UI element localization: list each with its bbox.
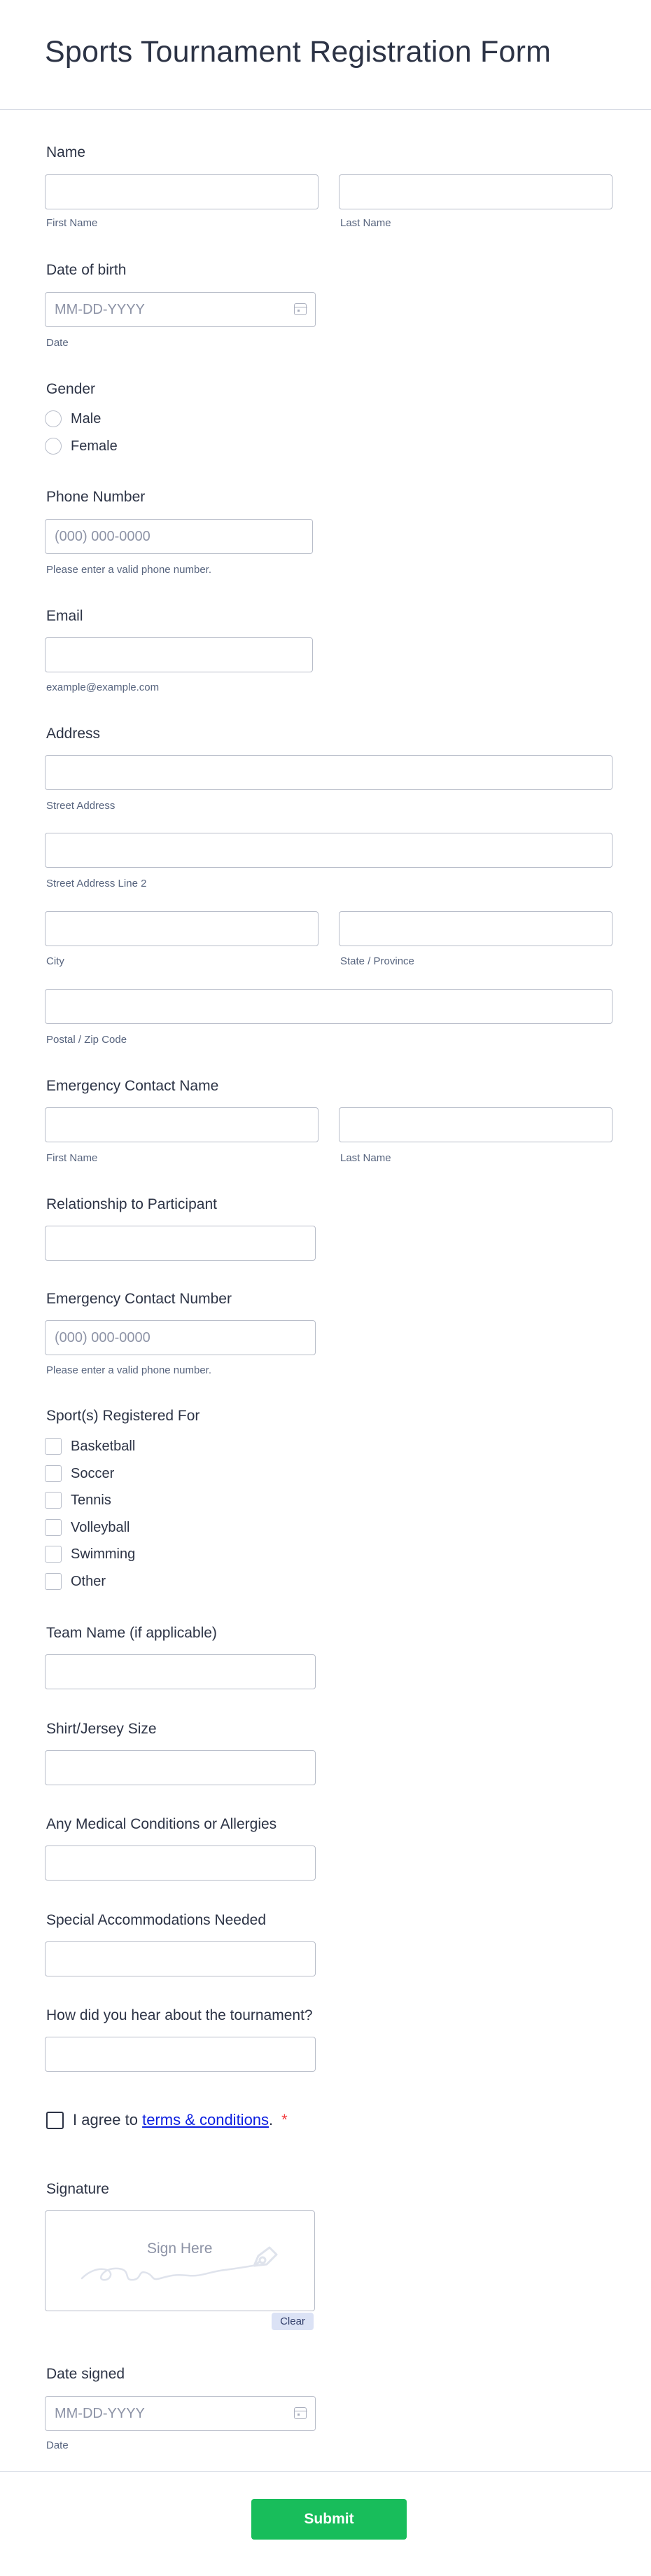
clear-signature-button[interactable]: Clear [272,2313,314,2330]
gender-option-female[interactable] [45,436,118,456]
terms-text [73,2111,273,2129]
phone-placeholder: (000) 000-0000 [55,529,150,544]
team-input[interactable] [45,1654,316,1689]
email-input[interactable] [45,637,313,672]
date-signed-input[interactable] [45,2396,316,2431]
gender-option-label: Male [71,410,102,427]
emergency-phone-label: Emergency Contact Number [46,1291,232,1307]
form-header [0,0,651,110]
street-address-line2-sublabel: Street Address Line 2 [46,878,147,889]
sport-option-label: Other [71,1573,106,1589]
accommodations-label: Special Accommodations Needed [46,1912,267,1928]
sports-label: Sport(s) Registered For [46,1408,200,1424]
sport-option-label: Swimming [71,1546,136,1562]
city-sublabel: City [46,955,64,967]
street-address-input[interactable] [45,755,612,790]
checkbox-volleyball[interactable] [45,1519,62,1536]
checkbox-other[interactable] [45,1573,62,1590]
email-sublabel: example@example.com [46,681,160,693]
signature-pad[interactable] [45,2210,315,2311]
sport-option-volleyball[interactable] [45,1518,130,1537]
terms-checkbox[interactable] [46,2112,64,2129]
first-name-sublabel: First Name [46,217,98,229]
last-name-sublabel: Last Name [340,217,391,229]
gender-option-label: Female [71,438,118,454]
calendar-icon[interactable] [294,303,307,315]
radio-male[interactable] [45,410,62,427]
sport-option-other[interactable] [45,1572,106,1591]
street-address-line2-input[interactable] [45,833,612,868]
emergency-last-name-sublabel: Last Name [340,1152,391,1164]
date-signed-label: Date signed [46,2366,125,2382]
terms-link[interactable]: terms & conditions [142,2111,270,2128]
terms-row [46,2110,288,2131]
pen-icon [248,2243,281,2273]
referral-input[interactable] [45,2037,316,2072]
state-input[interactable] [339,911,612,946]
radio-female[interactable] [45,438,62,455]
team-label: Team Name (if applicable) [46,1625,217,1641]
sport-option-label: Volleyball [71,1519,130,1535]
phone-input[interactable] [45,519,313,554]
emergency-first-name-sublabel: First Name [46,1152,98,1164]
checkbox-tennis[interactable] [45,1492,62,1509]
zip-sublabel: Postal / Zip Code [46,1034,127,1046]
state-sublabel: State / Province [340,955,414,967]
accommodations-input[interactable] [45,1941,316,1976]
gender-option-male[interactable] [45,409,101,429]
dob-placeholder: MM-DD-YYYY [55,302,145,317]
sport-option-label: Soccer [71,1465,115,1481]
last-name-input[interactable] [339,174,612,209]
checkbox-swimming[interactable] [45,1546,62,1563]
checkbox-basketball[interactable] [45,1438,62,1455]
dob-label: Date of birth [46,262,127,278]
signature-label: Signature [46,2181,109,2197]
zip-input[interactable] [45,989,612,1024]
submit-button[interactable]: Submit [251,2499,407,2540]
referral-label: How did you hear about the tournament? [46,2007,313,2023]
checkbox-soccer[interactable] [45,1465,62,1482]
emergency-first-name-input[interactable] [45,1107,318,1142]
required-marker: * [281,2111,288,2128]
calendar-icon[interactable] [294,2407,307,2419]
footer-divider [0,2471,651,2472]
medical-label: Any Medical Conditions or Allergies [46,1816,277,1832]
terms-suffix: . [269,2111,274,2128]
gender-label: Gender [46,381,96,397]
email-label: Email [46,608,83,624]
date-signed-placeholder: MM-DD-YYYY [55,2406,145,2421]
date-signed-sublabel: Date [46,2439,69,2451]
signature-placeholder: Sign Here [147,2241,213,2257]
page-title: Sports Tournament Registration Form [45,35,552,69]
dob-input[interactable] [45,292,316,327]
city-input[interactable] [45,911,318,946]
dob-sublabel: Date [46,337,69,349]
medical-input[interactable] [45,1846,316,1881]
phone-label: Phone Number [46,489,146,505]
emergency-name-label: Emergency Contact Name [46,1078,219,1094]
relationship-input[interactable] [45,1226,316,1261]
relationship-label: Relationship to Participant [46,1196,217,1212]
street-address-sublabel: Street Address [46,800,115,812]
phone-sublabel: Please enter a valid phone number. [46,564,211,576]
terms-prefix: I agree to [73,2111,143,2128]
emergency-phone-input[interactable] [45,1320,316,1355]
sport-option-label: Basketball [71,1438,136,1454]
sport-option-basketball[interactable] [45,1436,135,1456]
emergency-phone-placeholder: (000) 000-0000 [55,1330,150,1345]
sport-option-soccer[interactable] [45,1464,114,1483]
sport-option-tennis[interactable] [45,1490,111,1510]
address-label: Address [46,726,101,742]
sport-option-swimming[interactable] [45,1544,135,1564]
emergency-phone-sublabel: Please enter a valid phone number. [46,1364,211,1376]
shirt-input[interactable] [45,1750,316,1785]
first-name-input[interactable] [45,174,318,209]
shirt-label: Shirt/Jersey Size [46,1721,157,1737]
emergency-last-name-input[interactable] [339,1107,612,1142]
name-label: Name [46,144,86,160]
sport-option-label: Tennis [71,1492,111,1508]
